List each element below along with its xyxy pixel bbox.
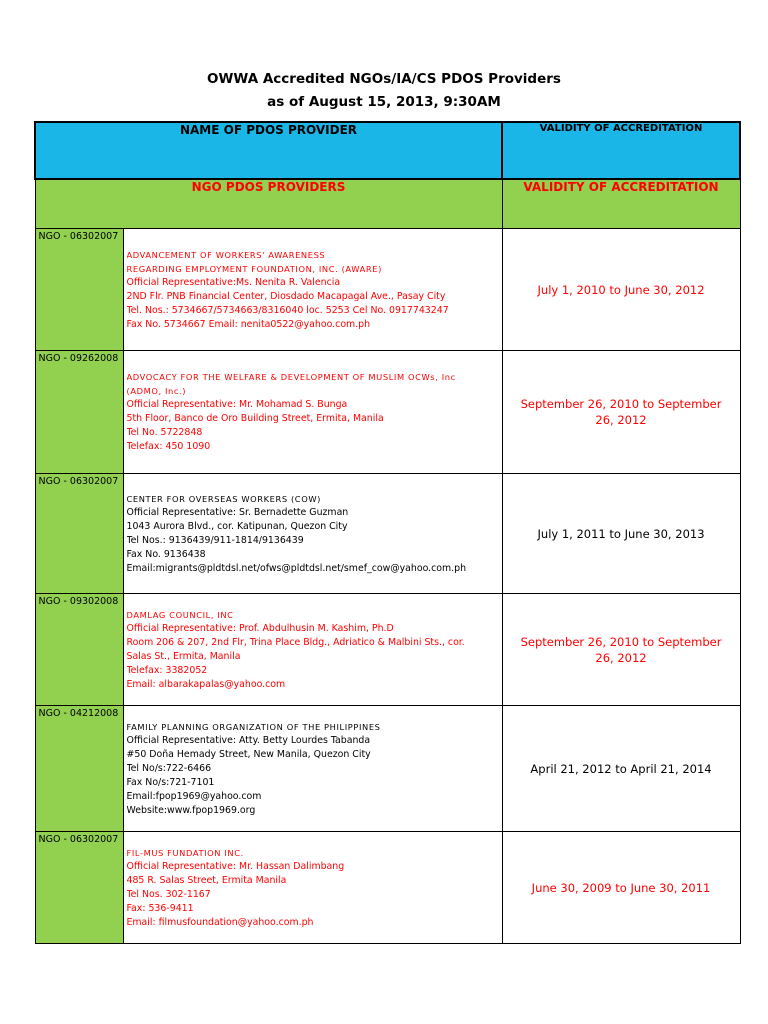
provider-details-cell bbox=[123, 594, 502, 706]
provider-name: DAMLAG COUNCIL, INC bbox=[126, 609, 234, 620]
provider-detail-line: Tel Nos. 302-1167 bbox=[126, 888, 211, 900]
table-row bbox=[35, 706, 740, 832]
provider-detail-line: Email:fpop1969@yahoo.com bbox=[126, 790, 262, 802]
pdos-provider-table bbox=[34, 121, 741, 944]
table-row bbox=[35, 229, 740, 351]
provider-detail-line: 5th Floor, Banco de Oro Building Street, Ermita, Manila bbox=[126, 413, 384, 424]
provider-detail-line: (ADMO, Inc.) bbox=[126, 386, 187, 396]
provider-detail-line: #50 Doña Hemady Street, New Manila, Quezon City bbox=[126, 748, 371, 760]
provider-detail-line: 2ND Flr. PNB Financial Center, Diosdado Macapagal Ave., Pasay City bbox=[126, 290, 446, 302]
validity-cell: June 30, 2009 to June 30, 2011 bbox=[502, 832, 740, 944]
provider-detail-line: Official Representative: Sr. Bernadette Guzman bbox=[126, 506, 349, 518]
section-header-row bbox=[35, 179, 740, 229]
provider-rows bbox=[35, 229, 740, 944]
provider-detail-line: Official Representative: Mr. Mohamad S. Bunga bbox=[126, 399, 348, 410]
section-name-cell: NGO PDOS PROVIDERS bbox=[35, 179, 502, 229]
section-validity-cell: VALIDITY OF ACCREDITATION bbox=[502, 179, 740, 229]
ngo-code-cell: NGO - 04212008 bbox=[35, 706, 123, 832]
provider-detail-line: Email: filmusfoundation@yahoo.com.ph bbox=[126, 916, 314, 928]
provider-details-cell bbox=[123, 229, 502, 351]
table-row bbox=[35, 832, 740, 944]
provider-detail-line: Tel Nos.: 9136439/911-1814/9136439 bbox=[126, 534, 304, 546]
provider-detail-line: Fax No/s:721-7101 bbox=[126, 776, 215, 788]
provider-detail-line: 485 R. Salas Street, Ermita Manila bbox=[126, 874, 287, 886]
table-row bbox=[35, 474, 740, 594]
ngo-code-cell: NGO - 09262008 bbox=[35, 351, 123, 474]
ngo-code-cell: NGO - 06302007 bbox=[35, 229, 123, 351]
provider-name: ADVOCACY FOR THE WELFARE & DEVELOPMENT OF MUSLIM OCWs, Inc bbox=[126, 372, 456, 382]
provider-detail-line: Official Representative: Mr. Hassan Dalimbang bbox=[126, 860, 345, 872]
provider-detail-line: 1043 Aurora Blvd., cor. Katipunan, Quezon City bbox=[126, 520, 348, 532]
header-validity-cell: VALIDITY OF ACCREDITATION bbox=[502, 122, 740, 179]
provider-detail-line: Fax No. 5734667 Email: nenita0522@yahoo.com.ph bbox=[126, 318, 371, 330]
header-name-cell: NAME OF PDOS PROVIDER bbox=[35, 122, 502, 179]
provider-details-cell bbox=[123, 474, 502, 594]
provider-detail-line: Official Representative: Prof. Abdulhusin M. Kashim, Ph.D bbox=[126, 622, 394, 634]
provider-details-cell bbox=[123, 351, 502, 474]
ngo-code-cell: NGO - 06302007 bbox=[35, 474, 123, 594]
provider-name: FIL-MUS FUNDATION INC. bbox=[126, 847, 244, 858]
validity-cell: April 21, 2012 to April 21, 2014 bbox=[502, 706, 740, 832]
provider-detail-line: Tel. Nos.: 5734667/5734663/8316040 loc. 5253 Cel No. 0917743247 bbox=[126, 304, 449, 316]
provider-name: CENTER FOR OVERSEAS WORKERS (COW) bbox=[126, 493, 321, 504]
provider-detail-line: Tel No/s:722-6466 bbox=[126, 762, 212, 774]
provider-detail-line: Telefax: 3382052 bbox=[126, 664, 208, 676]
validity-cell: July 1, 2011 to June 30, 2013 bbox=[502, 474, 740, 594]
ngo-code-cell: NGO - 06302007 bbox=[35, 832, 123, 944]
provider-detail-line: Website:www.fpop1969.org bbox=[126, 804, 256, 816]
provider-detail-line: Room 206 & 207, 2nd Flr, Trina Place Bldg., Adriatico & Malbini Sts., cor. bbox=[126, 636, 465, 648]
table-header-row bbox=[35, 122, 740, 179]
provider-detail-line: Salas St., Ermita, Manila bbox=[126, 650, 241, 662]
provider-details-cell bbox=[123, 706, 502, 832]
provider-details-cell bbox=[123, 832, 502, 944]
provider-detail-line: Email: albarakapalas@yahoo.com bbox=[126, 678, 286, 690]
document-subtitle: as of August 15, 2013, 9:30AM bbox=[267, 94, 501, 110]
provider-name: FAMILY PLANNING ORGANIZATION OF THE PHILIPPINES bbox=[126, 721, 381, 732]
table-row bbox=[35, 351, 740, 474]
provider-detail-line: Official Representative:Ms. Nenita R. Valencia bbox=[126, 276, 341, 288]
table-row bbox=[35, 594, 740, 706]
provider-name: ADVANCEMENT OF WORKERS' AWARENESS bbox=[126, 249, 326, 260]
validity-cell: September 26, 2010 to September 26, 2012 bbox=[502, 351, 740, 474]
ngo-code-cell: NGO - 09302008 bbox=[35, 594, 123, 706]
provider-detail-line: Official Representative: Atty. Betty Lourdes Tabanda bbox=[126, 734, 371, 746]
provider-detail-line: REGARDING EMPLOYMENT FOUNDATION, INC. (AWARE) bbox=[126, 263, 382, 274]
provider-detail-line: Fax No. 9136438 bbox=[126, 548, 206, 560]
validity-cell: September 26, 2010 to September 26, 2012 bbox=[502, 594, 740, 706]
provider-detail-line: Telefax: 450 1090 bbox=[126, 441, 211, 452]
provider-detail-line: Fax: 536-9411 bbox=[126, 902, 194, 914]
document-title: OWWA Accredited NGOs/IA/CS PDOS Providers bbox=[207, 71, 561, 87]
provider-detail-line: Tel No. 5722848 bbox=[126, 427, 203, 438]
validity-cell: July 1, 2010 to June 30, 2012 bbox=[502, 229, 740, 351]
provider-detail-line: Email:migrants@pldtdsl.net/ofws@pldtdsl.net/smef_cow@yahoo.com.ph bbox=[126, 562, 467, 574]
